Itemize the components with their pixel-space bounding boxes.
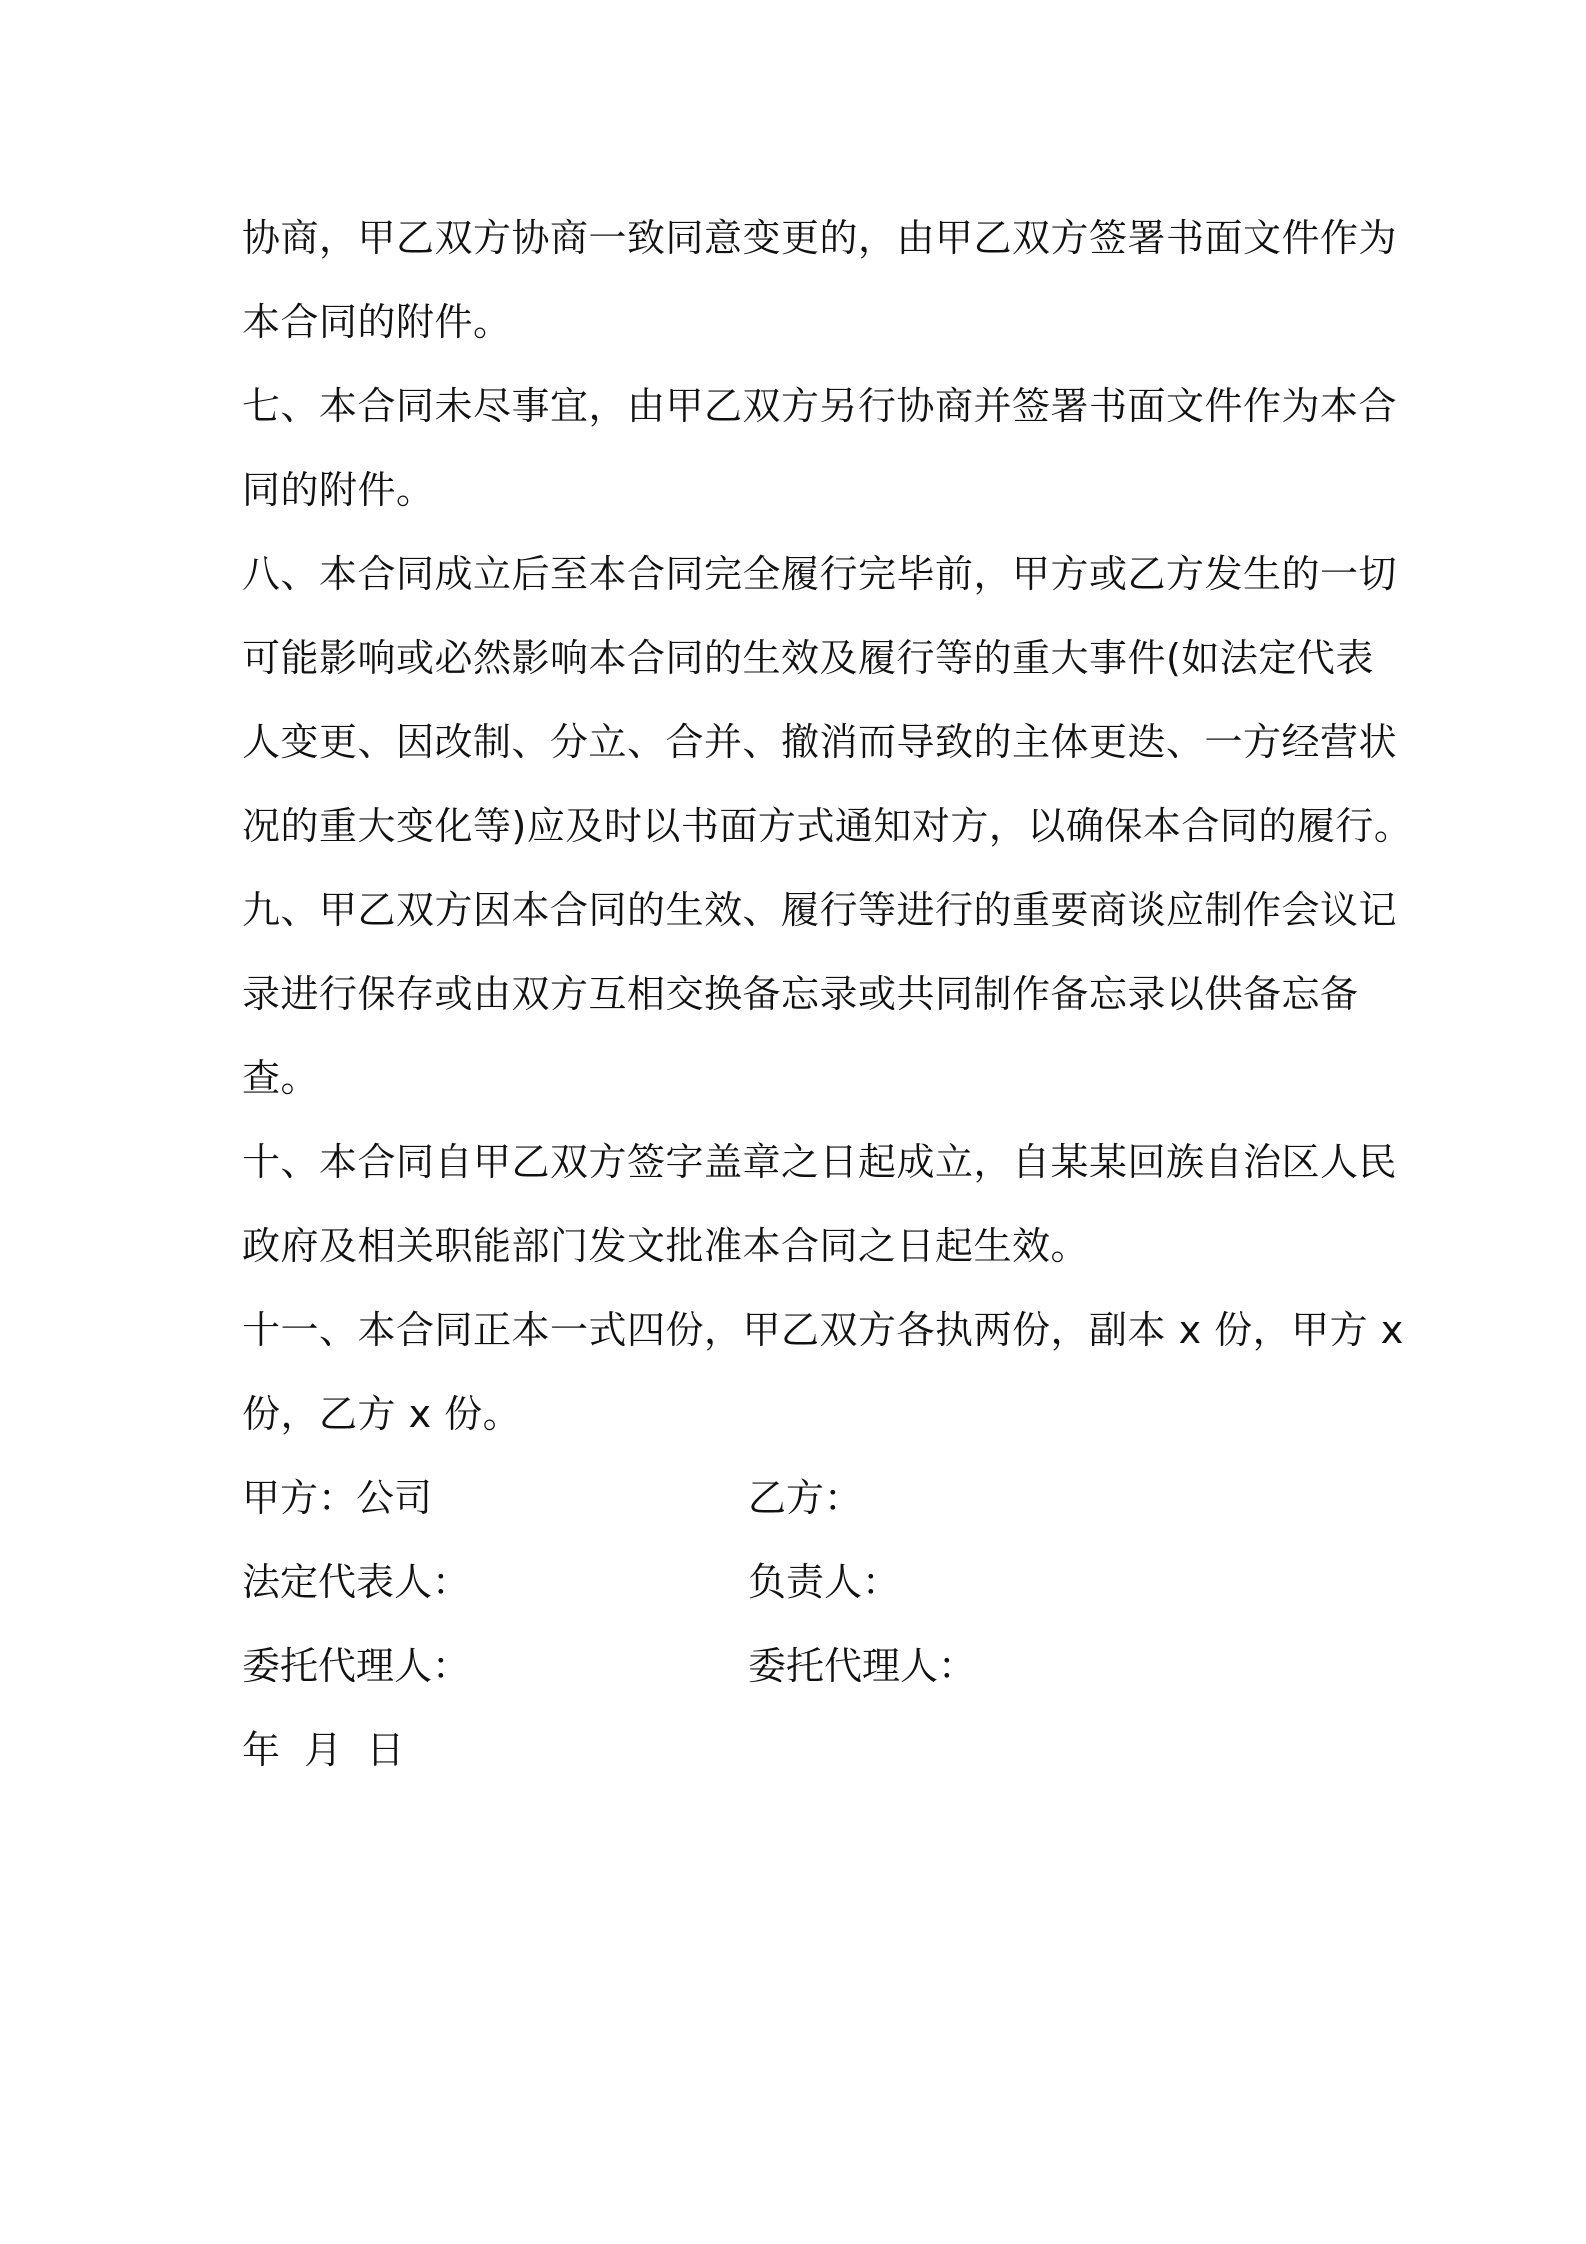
- clause-8-line: 况的重大变化等)应及时以书面方式通知对方，以确保本合同的履行。: [242, 804, 1413, 848]
- paragraph-line: 协商，甲乙双方协商一致同意变更的，由甲乙双方签署书面文件作为: [242, 216, 1398, 260]
- clause-8-line: 人变更、因改制、分立、合并、撤消而导致的主体更迭、一方经营状: [242, 720, 1398, 764]
- person-in-charge-label: 负责人：: [748, 1560, 901, 1604]
- signature-row-representatives: [242, 1540, 1362, 1624]
- legal-representative-label: 法定代表人：: [242, 1560, 471, 1604]
- agent-b-label: 委托代理人：: [748, 1644, 977, 1688]
- clause-7-line: 七、本合同未尽事宜，由甲乙双方另行协商并签署书面文件作为本合: [242, 384, 1398, 428]
- clause-8-line: 可能影响或必然影响本合同的生效及履行等的重大事件(如法定代表: [242, 636, 1374, 680]
- clause-9-line: 九、甲乙双方因本合同的生效、履行等进行的重要商谈应制作会议记: [242, 888, 1398, 932]
- clause-10-line: 十、本合同自甲乙双方签字盖章之日起成立，自某某回族自治区人民: [242, 1140, 1398, 1184]
- clause-7-line: 同的附件。: [242, 468, 435, 512]
- clause-9-line: 查。: [242, 1056, 320, 1100]
- signature-row-agents: [242, 1624, 1362, 1708]
- agent-a-label: 委托代理人：: [242, 1644, 471, 1688]
- party-a-label: 甲方：公司: [242, 1476, 433, 1520]
- clause-11-line: 十一、本合同正本一式四份，甲乙双方各执两份，副本 x 份，甲方 x: [242, 1308, 1404, 1352]
- clause-10-line: 政府及相关职能部门发文批准本合同之日起生效。: [242, 1224, 1090, 1268]
- date-label: 年 月 日: [242, 1728, 405, 1772]
- contract-body: [242, 196, 1413, 1792]
- signature-row-parties: [242, 1456, 1362, 1540]
- clause-11-line: 份，乙方 x 份。: [242, 1392, 522, 1436]
- paragraph-line: 本合同的附件。: [242, 300, 512, 344]
- clause-8-line: 八、本合同成立后至本合同完全履行完毕前，甲方或乙方发生的一切: [242, 552, 1398, 596]
- clause-9-line: 录进行保存或由双方互相交换备忘录或共同制作备忘录以供备忘备: [242, 972, 1359, 1016]
- date-row: [242, 1708, 1362, 1792]
- party-b-label: 乙方：: [748, 1476, 863, 1520]
